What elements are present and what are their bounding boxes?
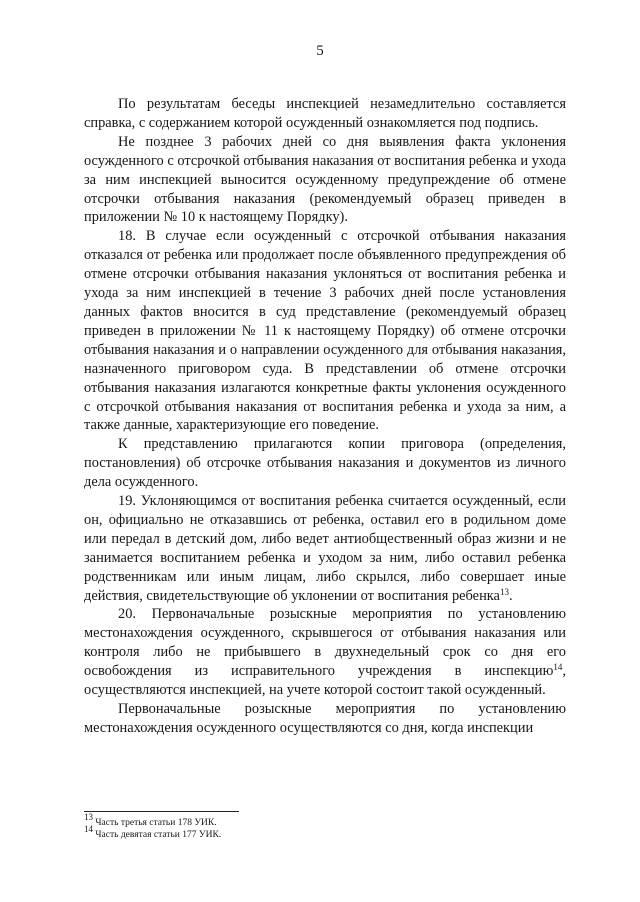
paragraph: 19. Уклоняющимся от воспитания ребенка считается осужденный, если он, официально не отказавшись от ребенка, оставил его в родильном доме или передал в детский дом, либо ведет антиобщественный образ жизни и не занимается воспитанием ребенка и уходом за ним, либо оставил ребенка родственникам или иным лицам, либо скрылся, либо совершает иные действия, свидетельствующие об уклонении от воспитания ребенка$^{13}$. [84,493,566,604]
footnote-reference: 14 [553,662,563,673]
footnote-separator [84,811,239,812]
document-body [84,95,566,738]
paragraph: К представлению прилагаются копии приговора (определения, постановления) об отсрочке отбывания наказания и документов из личного дела осужденного. [84,436,566,491]
paragraph: Не позднее 3 рабочих дней со дня выявления факта уклонения осужденного с отсрочкой отбывания наказания от воспитания ребенка и ухода за ним инспекцией выносится осужденному предупреждение об отмене отсрочки отбывания наказания (рекомендуемый образец приведен в приложении № 10 к настоящему Порядку). [84,133,566,226]
paragraph: По результатам беседы инспекцией незамедлительно составляется справка, с содержанием которой осужденный ознакомляется под подпись. [84,96,566,131]
paragraph: Первоначальные розыскные мероприятия по установлению местонахождения осужденного осуществляются со дня, когда инспекции [84,701,566,736]
footnote-reference: 13 [499,586,509,597]
footnote: $^{14}$ Часть девятая статьи 177 УИК. [84,824,222,840]
footnote: $^{13}$ Часть третья статьи 178 УИК. [84,812,217,828]
page-number: 5 [316,43,324,59]
footnote-mark: 14 [84,824,93,834]
footnote-mark: 13 [84,812,93,822]
paragraph: 18. В случае если осужденный с отсрочкой отбывания наказания отказался от ребенка или продолжает после объявленного предупреждения об отмене отсрочки отбывания наказания уклоняться от воспитания ребенка и ухода за ним инспекцией в течение 3 рабочих дней после установления данных фактов вносится в суд представление (рекомендуемый образец приведен в приложении № 11 к настоящему Порядку) об отмене отсрочки отбывания наказания и о направлении осужденного для отбывания наказания, назначенного приговором суда. В представлении об отмене отсрочки отбывания наказания излагаются конкретные факты уклонения осужденного с отсрочкой отбывания наказания от воспитания ребенка и ухода за ним, а также данные, характеризующие его поведение. [84,228,566,434]
paragraph: 20. Первоначальные розыскные мероприятия по установлению местонахождения осужденного, скрывшегося от отбывания наказания или контроля либо не прибывшего в двухнедельный срок со дня его освобождения из исправительного учреждения в инспекцию$^{14}$, осуществляются инспекцией, на учете которой состоит такой осужденный. [84,606,566,699]
footnotes [84,812,566,841]
